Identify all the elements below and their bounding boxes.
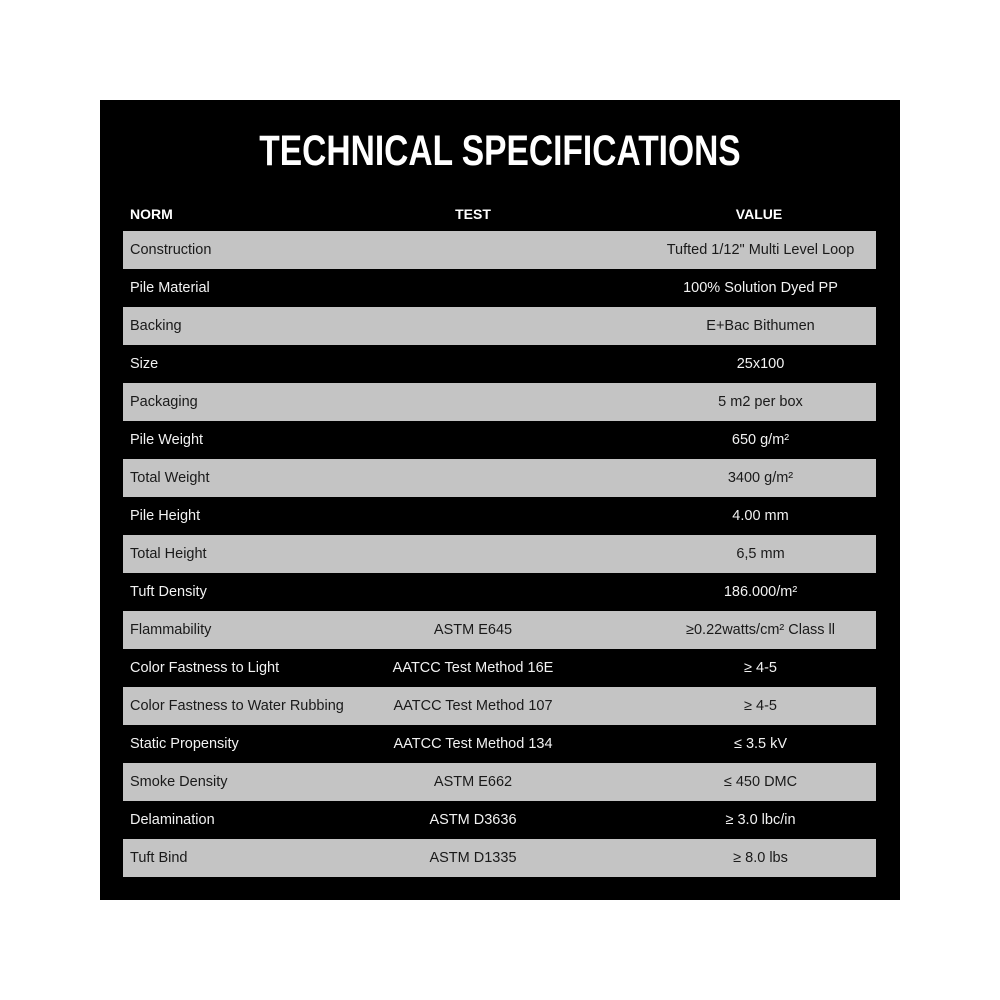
cell-test: ASTM E662	[433, 774, 513, 790]
cell-value: E+Bac Bithumen	[706, 318, 815, 334]
header-norm: NORM	[130, 206, 173, 222]
cell-value: ≤ 3.5 kV	[733, 736, 788, 752]
cell-test	[343, 383, 603, 421]
cell-value: ≥0.22watts/cm² Class ll	[686, 622, 835, 638]
table-row	[123, 611, 876, 649]
cell-value: 4.00 mm	[732, 508, 789, 524]
cell-test	[343, 421, 603, 459]
cell-norm: Flammability	[130, 622, 212, 638]
cell-norm: Smoke Density	[130, 774, 228, 790]
cell-test	[343, 307, 603, 345]
table-row	[123, 421, 876, 459]
table-row	[123, 839, 876, 877]
cell-value: 5 m2 per box	[718, 394, 803, 410]
table-row	[123, 535, 876, 573]
cell-test: AATCC Test Method 16E	[392, 660, 554, 676]
header-test: TEST	[455, 206, 491, 222]
cell-value: 186.000/m²	[723, 584, 798, 600]
cell-test	[343, 345, 603, 383]
cell-value: ≥ 4-5	[744, 660, 777, 676]
cell-test	[343, 459, 603, 497]
table-row	[123, 269, 876, 307]
cell-value: 650 g/m²	[731, 432, 790, 448]
cell-test: AATCC Test Method 107	[393, 698, 553, 714]
cell-value: Tufted 1/12" Multi Level Loop	[666, 242, 855, 258]
spec-table	[123, 231, 876, 877]
cell-test: ASTM D1335	[429, 850, 517, 866]
cell-value: 6,5 mm	[736, 546, 785, 562]
cell-value: ≥ 8.0 lbs	[733, 850, 788, 866]
table-row	[123, 345, 876, 383]
table-row	[123, 383, 876, 421]
cell-value: 100% Solution Dyed PP	[683, 280, 838, 296]
cell-norm: Total Weight	[130, 470, 210, 486]
cell-norm: Color Fastness to Water Rubbing	[130, 698, 344, 714]
table-row	[123, 307, 876, 345]
cell-value: ≥ 3.0 lbc/in	[725, 812, 796, 828]
table-row	[123, 801, 876, 839]
cell-value: 3400 g/m²	[727, 470, 794, 486]
cell-value: ≥ 4-5	[744, 698, 777, 714]
header-value: VALUE	[735, 206, 783, 222]
cell-norm: Delamination	[130, 812, 215, 828]
cell-test: ASTM E645	[433, 622, 513, 638]
cell-value: ≤ 450 DMC	[723, 774, 798, 790]
cell-test: AATCC Test Method 134	[393, 736, 553, 752]
cell-norm: Backing	[130, 318, 182, 334]
cell-norm: Total Height	[130, 546, 207, 562]
cell-norm: Pile Material	[130, 280, 210, 296]
cell-norm: Pile Weight	[130, 432, 204, 448]
cell-test	[343, 231, 603, 269]
table-row	[123, 649, 876, 687]
cell-norm: Tuft Density	[130, 584, 207, 600]
table-row	[123, 231, 876, 269]
cell-test	[343, 535, 603, 573]
table-row	[123, 459, 876, 497]
cell-test: ASTM D3636	[429, 812, 517, 828]
table-header	[123, 200, 876, 230]
table-row	[123, 725, 876, 763]
cell-norm: Size	[130, 356, 159, 372]
table-row	[123, 573, 876, 611]
cell-norm: Pile Height	[130, 508, 201, 524]
table-row	[123, 687, 876, 725]
cell-test	[343, 573, 603, 611]
cell-test	[343, 269, 603, 307]
page-title: TECHNICAL SPECIFICATIONS	[259, 127, 741, 175]
cell-norm: Color Fastness to Light	[130, 660, 280, 676]
cell-norm: Static Propensity	[130, 736, 239, 752]
cell-norm: Construction	[130, 242, 212, 258]
cell-test	[343, 497, 603, 535]
spec-panel	[100, 100, 900, 900]
cell-norm: Packaging	[130, 394, 198, 410]
cell-norm: Tuft Bind	[130, 850, 188, 866]
table-row	[123, 763, 876, 801]
table-row	[123, 497, 876, 535]
cell-value: 25x100	[736, 356, 785, 372]
